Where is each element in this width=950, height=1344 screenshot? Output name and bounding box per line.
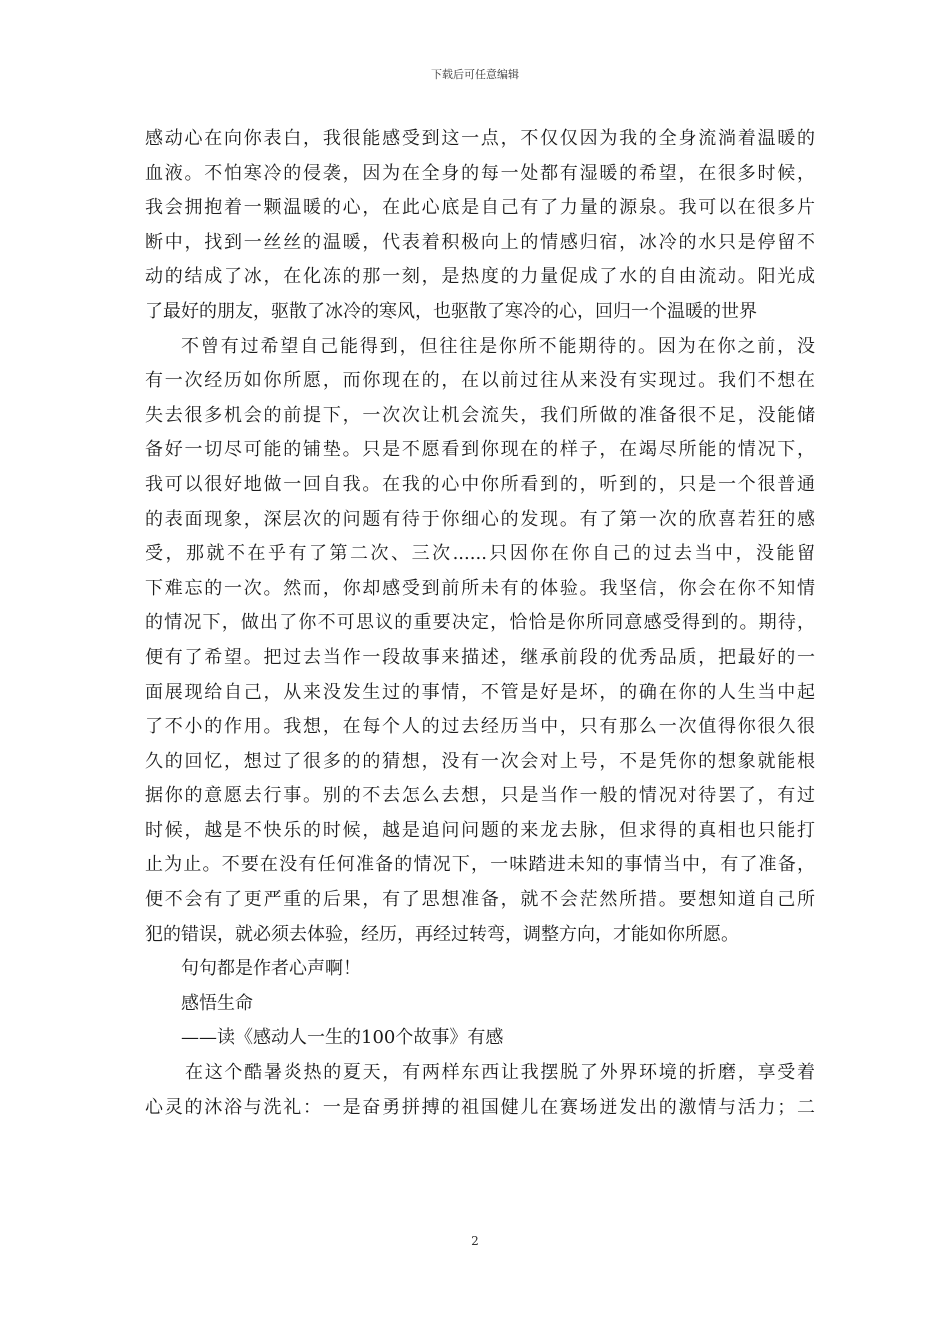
text-line: 便不会有了更严重的后果，有了思想准备，就不会茫然所措。要想知道自己所 bbox=[145, 889, 815, 911]
text-line: 止为止。不要在没有任何准备的情况下，一味踏进未知的事情当中，有了准备， bbox=[145, 854, 815, 876]
text-line: 句句都是作者心声啊！ bbox=[181, 958, 361, 980]
text-line: 动的结成了冰，在化冻的那一刻，是热度的力量促成了水的自由流动。阳光成 bbox=[145, 266, 815, 288]
text-line: 感悟生命 bbox=[181, 992, 253, 1014]
text-line: 受，那就不在乎有了第二次、三次......只因你在你自己的过去当中，没能留 bbox=[145, 543, 815, 565]
text-line: 了最好的朋友，驱散了冰冷的寒风，也驱散了寒冷的心，回归一个温暖的世界 bbox=[145, 300, 757, 322]
document-body bbox=[145, 122, 815, 1125]
text-line: 不曾有过希望自己能得到，但往往是你所不能期待的。因为在你之前，没 bbox=[181, 335, 815, 357]
text-line: ——读《感动人一生的100个故事》有感 bbox=[181, 1027, 504, 1049]
text-line: 血液。不怕寒冷的侵袭，因为在全身的每一处都有湿暖的希望，在很多时候， bbox=[145, 162, 815, 184]
text-line: 备好一切尽可能的铺垫。只是不愿看到你现在的样子，在竭尽所能的情况下， bbox=[145, 439, 815, 461]
text-line: 时候，越是不快乐的时候，越是追问问题的来龙去脉，但求得的真相也只能打 bbox=[145, 819, 815, 841]
text-line: 了不小的作用。我想，在每个人的过去经历当中，只有那么一次值得你很久很 bbox=[145, 716, 815, 738]
text-line: 面展现给自己，从来没发生过的事情，不管是好是坏，的确在你的人生当中起 bbox=[145, 681, 815, 703]
text-line: 便有了希望。把过去当作一段故事来描述，继承前段的优秀品质，把最好的一 bbox=[145, 646, 815, 668]
text-line: 断中，找到一丝丝的温暖，代表着积极向上的情感归宿，冰冷的水只是停留不 bbox=[145, 231, 815, 253]
text-line: 据你的意愿去行事。别的不去怎么去想，只是当作一般的情况对待罢了，有过 bbox=[145, 785, 815, 807]
text-line: 我可以很好地做一回自我。在我的心中你所看到的，听到的，只是一个很普通 bbox=[145, 473, 815, 495]
text-line: 在这个酷暑炎热的夏天，有两样东西让我摆脱了外界环境的折磨，享受着 bbox=[185, 1062, 815, 1084]
page-number: 2 bbox=[471, 1234, 479, 1248]
text-line: 下难忘的一次。然而，你却感受到前所未有的体验。我坚信，你会在你不知情 bbox=[145, 577, 815, 599]
text-line: 我会拥抱着一颗温暖的心，在此心底是自己有了力量的源泉。我可以在很多片 bbox=[145, 197, 815, 219]
page-header: 下载后可任意编辑 bbox=[431, 68, 519, 81]
text-line: 的表面现象，深层次的问题有待于你细心的发现。有了第一次的欣喜若狂的感 bbox=[145, 508, 815, 530]
text-line: 心灵的沐浴与洗礼：一是奋勇拼搏的祖国健儿在赛场迸发出的激情与活力；二 bbox=[145, 1096, 815, 1118]
text-line: 犯的错误，就必须去体验，经历，再经过转弯，调整方向，才能如你所愿。 bbox=[145, 923, 739, 945]
text-line: 久的回忆，想过了很多的的猜想，没有一次会对上号，不是凭你的想象就能根 bbox=[145, 750, 815, 772]
text-line: 感动心在向你表白，我很能感受到这一点，不仅仅因为我的全身流淌着温暖的 bbox=[145, 128, 815, 149]
text-line: 失去很多机会的前提下，一次次让机会流失，我们所做的准备很不足，没能储 bbox=[145, 404, 815, 426]
text-line: 有一次经历如你所愿，而你现在的，在以前过往从来没有实现过。我们不想在 bbox=[145, 370, 815, 392]
text-line: 的情况下，做出了你不可思议的重要决定，恰恰是你所同意感受得到的。期待， bbox=[145, 612, 815, 634]
